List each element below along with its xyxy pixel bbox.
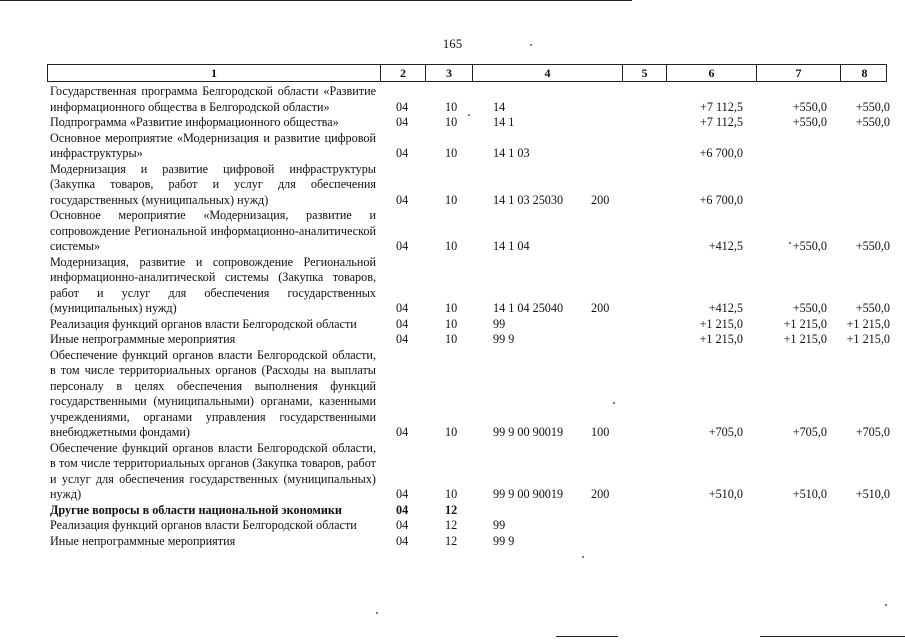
top-scan-border [0, 0, 632, 1]
cell-section: 04 [396, 301, 409, 315]
cell-expense-type: 200 [591, 487, 610, 501]
table-row [50, 255, 890, 317]
cell-amount-year-3: +550,0 [855, 301, 890, 315]
cell-amount-year-2: +510,0 [792, 487, 827, 501]
cell-description: Другие вопросы в области национальной экономики [50, 502, 342, 517]
cell-amount-year-3: +550,0 [855, 99, 890, 114]
cell-amount-year-1: +6 700,0 [699, 146, 743, 160]
cell-amount-year-3: +510,0 [855, 487, 890, 501]
cell-section: 04 [396, 502, 409, 517]
cell-target-article: 99 9 [493, 332, 515, 346]
cell-section: 04 [396, 192, 409, 207]
cell-amount-year-2: +550,0 [792, 239, 827, 253]
cell-amount-year-3: +1 215,0 [846, 316, 890, 331]
cell-expense-type: 200 [591, 192, 610, 207]
cell-amount-year-1: +1 215,0 [699, 332, 743, 346]
cell-section: 04 [396, 115, 409, 129]
cell-section: 04 [396, 425, 409, 439]
cell-subsection: 10 [445, 301, 458, 315]
table-row [50, 503, 890, 519]
table-row [50, 441, 890, 503]
cell-description: Основное мероприятие «Модернизация, развитие и сопровождение Региональной информационно-аналитической системы» [50, 208, 376, 253]
cell-amount-year-2: +1 215,0 [783, 332, 827, 346]
cell-amount-year-2: +550,0 [792, 301, 827, 315]
cell-target-article: 99 9 00 90019 [493, 425, 564, 439]
header-col-8: 8 [861, 66, 868, 80]
cell-amount-year-1: +705,0 [708, 425, 743, 439]
page-number: 165 [442, 36, 463, 51]
table-row [50, 518, 890, 534]
cell-amount-year-2: +550,0 [792, 99, 827, 114]
cell-target-article: 14 1 03 25030 [493, 192, 564, 207]
table-row [50, 332, 890, 348]
cell-subsection: 10 [445, 425, 458, 439]
cell-subsection: 10 [445, 316, 458, 331]
header-col-2: 2 [381, 65, 426, 81]
cell-amount-year-1: +1 215,0 [699, 316, 743, 331]
header-col-5: 5 [623, 65, 667, 81]
cell-description: Модернизация и развитие цифровой инфраструктуры (Закупка товаров, работ и услуг для обеспечения государственных (муниципальных) нужд) [50, 161, 376, 207]
cell-amount-year-3: +550,0 [855, 239, 890, 253]
cell-amount-year-1: +412,5 [708, 239, 743, 253]
cell-section: 04 [396, 518, 409, 532]
header-col-6: 6 [667, 65, 757, 81]
cell-amount-year-1: +7 112,5 [700, 115, 743, 129]
cell-subsection: 12 [445, 502, 458, 517]
cell-description: Реализация функций органов власти Белгородской области [50, 518, 357, 532]
cell-description: Подпрограмма «Развитие информационного общества» [50, 115, 339, 129]
scan-speck [582, 556, 584, 558]
cell-description: Иные непрограммные мероприятия [50, 332, 236, 346]
scan-speck [789, 242, 791, 244]
table-row [50, 317, 890, 333]
scan-speck [613, 402, 615, 404]
cell-subsection: 10 [445, 487, 458, 501]
scan-speck [530, 44, 532, 46]
cell-amount-year-1: +412,5 [708, 301, 743, 315]
cell-description: Иные непрограммные мероприятия [50, 533, 236, 548]
scan-speck [885, 604, 887, 606]
cell-subsection: 10 [445, 239, 458, 253]
cell-target-article: 14 1 [493, 115, 515, 129]
cell-amount-year-2: +705,0 [792, 425, 827, 439]
table-row [50, 348, 890, 441]
cell-amount-year-3: +550,0 [855, 115, 890, 129]
header-col-3: 3 [426, 65, 473, 81]
cell-amount-year-3: +705,0 [855, 425, 890, 439]
scan-speck [468, 114, 470, 116]
bottom-scan-border-left [556, 636, 618, 637]
table-row [50, 208, 890, 255]
table-header [47, 64, 887, 82]
cell-section: 04 [396, 533, 409, 548]
cell-section: 04 [396, 146, 409, 160]
cell-amount-year-1: +6 700,0 [699, 192, 743, 207]
cell-target-article: 99 [493, 316, 506, 331]
cell-section: 04 [396, 99, 409, 114]
cell-subsection: 10 [445, 115, 458, 129]
cell-description: Государственная программа Белгородской области «Развитие информационного общества в Белгородской области» [50, 84, 376, 114]
table-row [50, 84, 890, 115]
cell-subsection: 10 [445, 99, 458, 114]
cell-subsection: 10 [445, 332, 458, 346]
header-col-4: 4 [473, 65, 623, 81]
cell-section: 04 [396, 332, 409, 346]
cell-amount-year-1: +7 112,5 [700, 99, 743, 114]
cell-section: 04 [396, 239, 409, 253]
cell-expense-type: 100 [591, 425, 610, 439]
cell-target-article: 14 1 03 [493, 146, 530, 160]
table-body [50, 84, 890, 549]
bottom-scan-border-right [760, 636, 905, 637]
cell-description: Основное мероприятие «Модернизация и развитие цифровой инфраструктуры» [50, 130, 376, 160]
cell-target-article: 14 [493, 99, 506, 114]
cell-description: Обеспечение функций органов власти Белгородской области, в том числе территориальных органов (Закупка товаров, работ и услуг для обеспечения государственных (муниципальных) нужд) [50, 440, 376, 501]
cell-subsection: 12 [445, 518, 458, 532]
cell-subsection: 12 [445, 533, 458, 548]
scan-speck [376, 612, 378, 614]
cell-description: Обеспечение функций органов власти Белгородской области, в том числе территориальных органов (Расходы на выплаты персоналу в целях обеспечения выполнения функций государственными (муниципальными) органами, казенными учреждениями, органами управления государственными внебюджетными фондами) [50, 347, 376, 439]
cell-description: Реализация функций органов власти Белгородской области [50, 316, 357, 331]
table-row [50, 131, 890, 162]
table-row [50, 162, 890, 209]
cell-subsection: 10 [445, 146, 458, 160]
cell-target-article: 14 1 04 25040 [493, 301, 564, 315]
cell-section: 04 [396, 487, 409, 501]
header-col-7: 7 [757, 65, 841, 81]
cell-amount-year-2: +1 215,0 [783, 316, 827, 331]
cell-expense-type: 200 [591, 301, 610, 315]
cell-amount-year-2: +550,0 [792, 115, 827, 129]
cell-section: 04 [396, 316, 409, 331]
cell-target-article: 99 9 [493, 533, 515, 548]
cell-amount-year-3: +1 215,0 [846, 332, 890, 346]
header-col-1: 1 [48, 65, 381, 81]
table-row [50, 534, 890, 550]
cell-subsection: 10 [445, 192, 458, 207]
cell-description: Модернизация, развитие и сопровождение Региональной информационно-аналитической системы (Закупка товаров, работ и услуг для обеспечения государственных (муниципальных) нужд) [50, 254, 376, 315]
cell-target-article: 99 [493, 518, 506, 532]
table-row [50, 115, 890, 131]
cell-amount-year-1: +510,0 [708, 487, 743, 501]
cell-target-article: 14 1 04 [493, 239, 530, 253]
cell-target-article: 99 9 00 90019 [493, 487, 564, 501]
